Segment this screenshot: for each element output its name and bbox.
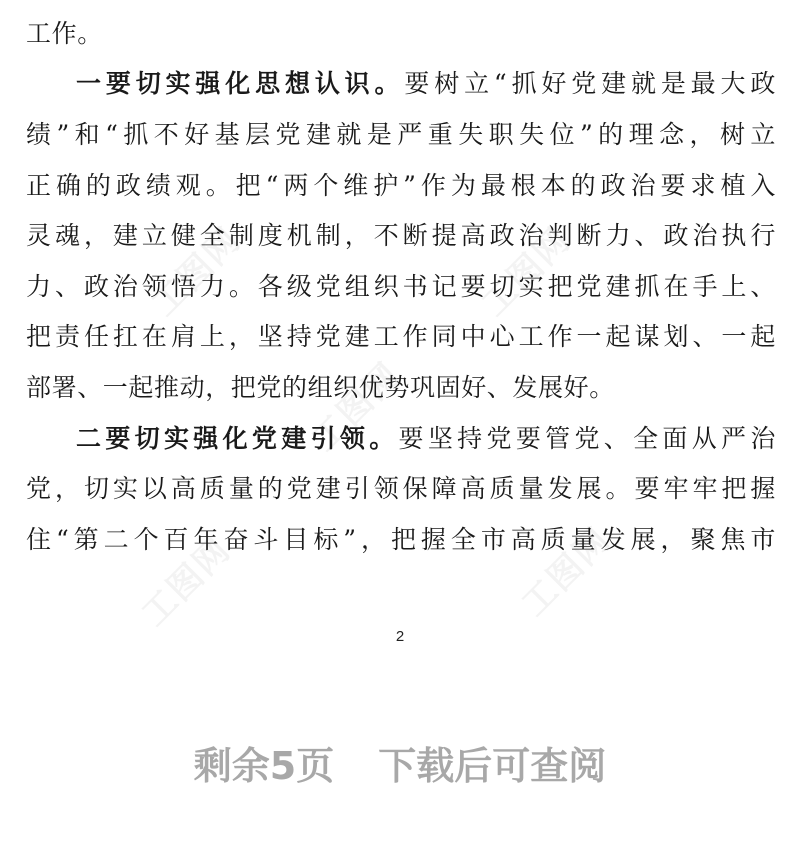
page-number: 2 <box>395 628 405 645</box>
download-hint-label: 下载后可查阅 <box>378 744 607 788</box>
body-text: 要坚持党要管党、全面从严治 <box>398 424 776 453</box>
watermark: 工图网 <box>304 354 409 460</box>
body-line <box>76 421 776 457</box>
body-line: 住“第二个百年奋斗目标”，把握全市高质量发展，聚焦市 <box>26 525 776 554</box>
body-line: 部署、一起推动，把党的组织优势巩固好、发展好。 <box>26 373 615 402</box>
watermark: 工图网 <box>474 219 579 325</box>
watermark: 工图网 <box>514 519 619 625</box>
remaining-pages-label: 剩余5页 <box>193 744 335 788</box>
body-line: 把责任扛在肩上，坚持党建工作同中心工作一起谋划、一起 <box>26 322 776 351</box>
section-heading: 一要切实强化思想认识。 <box>76 69 405 98</box>
body-line: 绩”和“抓不好基层党建就是严重失职失位”的理念，树立 <box>26 120 776 149</box>
body-line: 力、政治领悟力。各级党组织书记要切实把党建抓在手上、 <box>26 272 776 301</box>
body-line <box>76 66 776 102</box>
section-heading: 二要切实强化党建引领。 <box>76 424 399 453</box>
watermark: 工图网 <box>134 529 239 635</box>
body-line: 工作。 <box>26 19 103 48</box>
watermark: 工图网 <box>144 219 249 325</box>
body-line: 正确的政绩观。把“两个维护”作为最根本的政治要求植入 <box>26 171 776 200</box>
remaining-pages-banner[interactable] <box>0 735 800 790</box>
body-line: 灵魂，建立健全制度机制，不断提高政治判断力、政治执行 <box>26 221 776 250</box>
body-line: 党，切实以高质量的党建引领保障高质量发展。要牢牢把握 <box>26 474 776 503</box>
body-text: 要树立“抓好党建就是最大政 <box>404 69 776 98</box>
